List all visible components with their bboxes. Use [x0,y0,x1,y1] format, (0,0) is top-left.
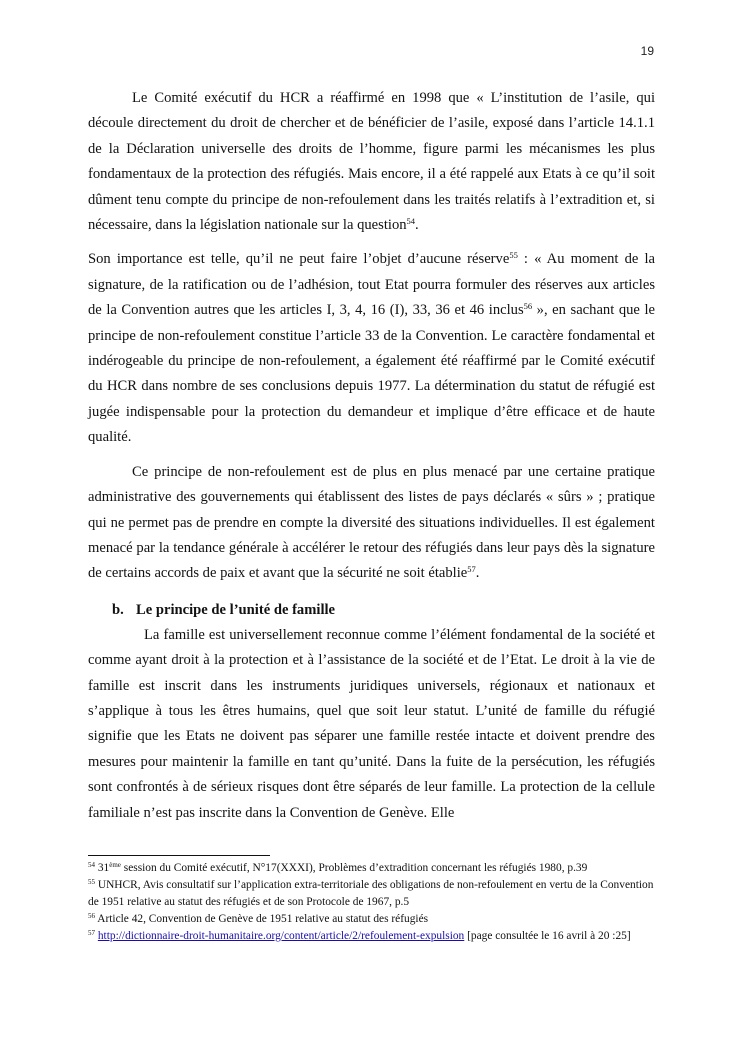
footnote-ref-56[interactable]: 56 [523,301,533,312]
footnote-ref-54[interactable]: 54 [406,216,416,227]
footnote-54: $^{54}$ 31ème session du Comité exécutif, N°17(XXXI), Problèmes d’extradition concernant les réfugiés 1980, p.39 [88,861,588,874]
footnote-55: $^{55}$ UNHCR, Avis consultatif sur l’application extra-territoriale des obligations de non-refoulement en vertu de la Convention de 1951 relative au statut des réfugiés et de son Protocole de 1967, p.5 [88,877,654,908]
footnotes [88,860,655,945]
footnote-ref-57[interactable]: 57 [467,564,476,575]
section-letter: b. [112,601,124,618]
main-text [88,86,655,826]
paragraph-reservations: Son importance est telle, qu’il ne peut faire l’objet d’aucune réserve$^{55}$ : « Au moment de la signature, de la ratification ou de l’adhésion, tout Etat pourra formuler des réserves aux articles de la Convention autres que les articles I, 3, 4, 16 (I), 33, 36 et 46 inclus$^{56}$ », en sachant que le principe de non-refoulement constitue l’article 33 de la Convention. Le caractère fondamental et indérogeable du principe de non-refoulement, a également été réaffirmé par le Comité exécutif du HCR dans nombre de ses conclusions depuis 1977. La détermination du statut de réfugié est jugée indispensable pour la protection du demandeur et implique d’être efficace et de haute qualité. [88,250,655,446]
footnote-57-link[interactable]: http://dictionnaire-droit-humanitaire.org/content/article/2/refoulement-expulsion [97,929,465,942]
footnote-56: $^{56}$ Article 42, Convention de Genève de 1951 relative au statut des réfugiés [88,911,429,925]
paragraph-family-unity: La famille est universellement reconnue comme l’élément fondamental de la société et comme ayant droit à la protection et à l’assistance de la société et de l’Etat. Le droit à la vie de famille est inscrit dans les instruments juridiques universels, régionaux et nationaux et s’applique à tous les êtres humains, quel que soit leur statut. L’unité de famille du réfugié signifie que les Etats ne doivent pas séparer une famille restée intacte et doivent prendre des mesures pour maintenir la famille en tant qu’unité. Dans la fuite de la persécution, les réfugiés sont confrontés à de sérieux risques dont être séparés de leur famille. La protection de la cellule familiale n’est pas inscrite dans la Convention de Genève. Elle [88,626,655,821]
paragraph-threats: Ce principe de non-refoulement est de plus en plus menacé par une certaine pratique administrative des gouvernements qui établissent des listes de pays déclarés « sûrs » ; pratique qui ne permet pas de prendre en compte la diversité des situations individuelles. Il est également menacé par la tendance générale à accélérer le retour des réfugiés dans leur pays dès la signature de certains accords de paix et avant que la sécurité ne soit établie$^{57}$. [88,463,655,582]
page-number: 19 [640,44,654,58]
paragraph-asylum-institution: Le Comité exécutif du HCR a réaffirmé en 1998 que « L’institution de l’asile, qui découle directement du droit de chercher et de bénéficier de l’asile, exposé dans l’article 14.1.1 de la Déclaration universelle des droits de l’homme, figure parmi les mécanismes les plus fondamentaux de la protection des réfugiés. Mais encore, il a été rappelé aux Etats à ce qu’il soit dûment tenu compte du principe de non-refoulement dans les traités relatifs à l’extradition et, si nécessaire, dans la législation nationale sur la question$^{54}$. [88,90,655,234]
footnote-ref-55[interactable]: 55 [509,250,518,261]
footnote-57: $^{57}$ http://dictionnaire-droit-humanitaire.org/content/article/2/refoulement-expulsion [page consultée le 16 avril à 20 :25] [88,928,631,942]
section-title: Le principe de l’unité de famille [136,601,336,618]
footnote-separator [88,855,270,856]
section-heading [112,598,655,623]
